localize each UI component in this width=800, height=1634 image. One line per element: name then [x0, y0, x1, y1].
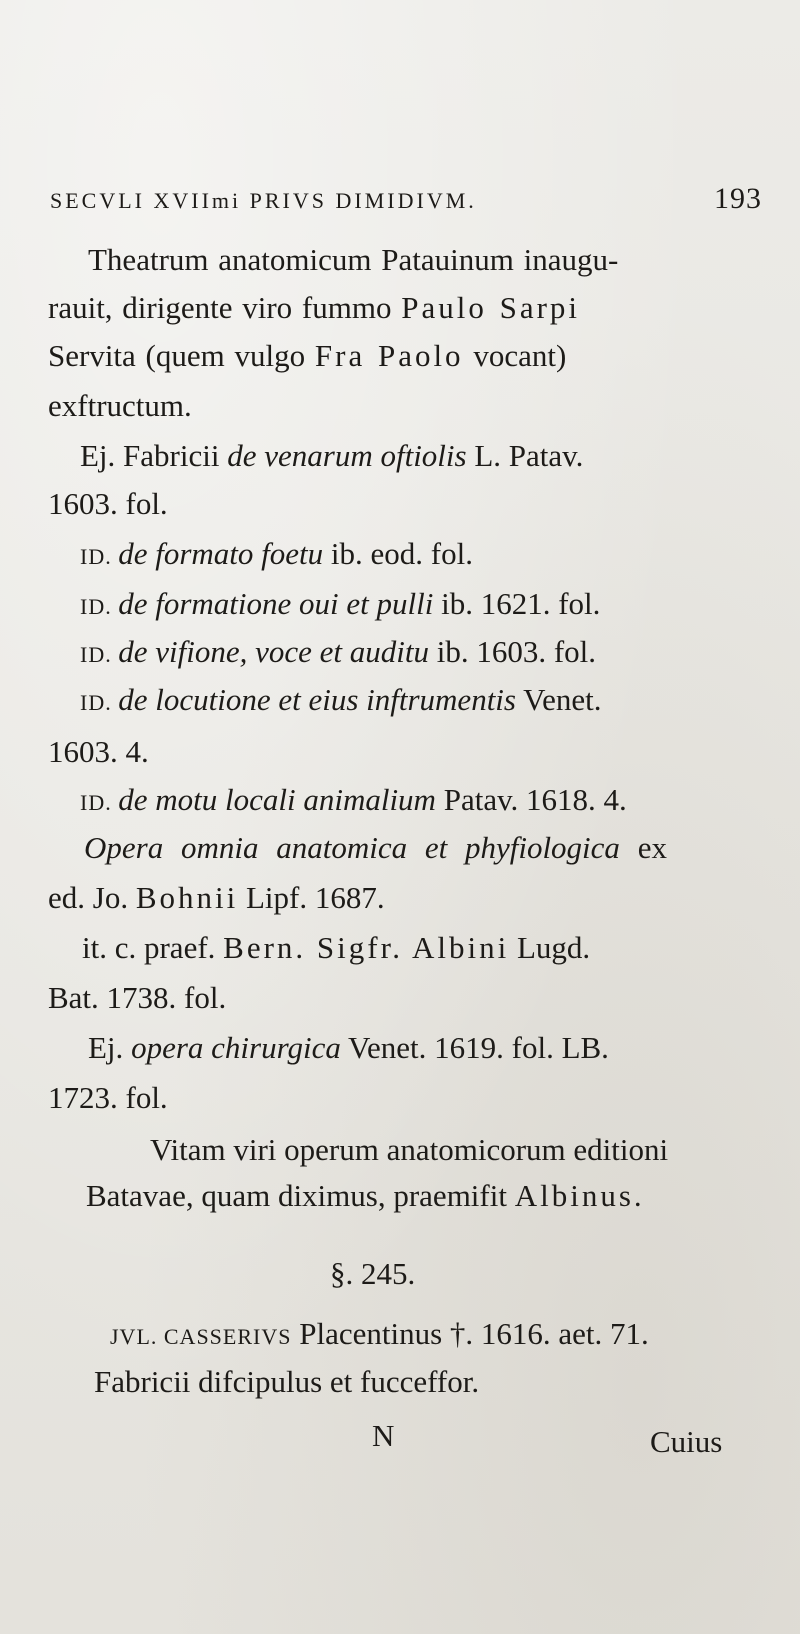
- small-caps-text: ID.: [80, 594, 119, 619]
- text-line: [82, 932, 590, 963]
- text-segment: Servita (quem vulgo: [48, 338, 315, 373]
- small-caps-text: ID.: [80, 790, 119, 815]
- italic-title: opera chirurgica: [131, 1030, 341, 1065]
- italic-title: de motu locali animalium: [118, 782, 436, 817]
- italic-title: de formatione oui et pulli: [118, 586, 434, 621]
- signature-mark: N: [372, 1418, 395, 1453]
- text-segment: Bat. 1738. fol.: [48, 980, 227, 1015]
- text-segment: vocant): [463, 338, 567, 373]
- text-line: [48, 982, 226, 1013]
- text-segment: Lipf. 1687.: [238, 880, 385, 915]
- spaced-name: Bern. Sigfr. Albini: [223, 930, 510, 965]
- text-segment: Theatrum anatomicum Patauinum inaugu-: [88, 242, 619, 277]
- text-segment: L. Patav.: [466, 438, 584, 473]
- text-segment: Batavae, quam diximus, praemifit: [86, 1178, 515, 1213]
- text-segment: 1603. 4.: [48, 734, 149, 769]
- text-line: [80, 588, 600, 619]
- spaced-name: Albinus.: [514, 1178, 645, 1213]
- spaced-name: Bohnii: [135, 880, 239, 915]
- text-line: [48, 340, 566, 371]
- text-line: [80, 636, 596, 667]
- text-segment: Lugd.: [509, 930, 591, 965]
- running-head: [50, 184, 762, 214]
- small-caps-text: ID.: [80, 642, 119, 667]
- small-caps-text: ID.: [80, 690, 119, 715]
- text-line: [94, 1366, 479, 1397]
- text-line: [80, 538, 473, 569]
- text-segment: Ej. Fabricii: [80, 438, 228, 473]
- text-segment: Venet.: [515, 682, 602, 717]
- text-segment: Ej.: [88, 1030, 132, 1065]
- text-segment: rauit, dirigente viro fummo: [48, 290, 402, 325]
- text-line: [48, 292, 580, 323]
- text-line: [80, 684, 602, 715]
- small-caps-text: JVL. CASSERIVS: [110, 1324, 292, 1349]
- catchword: Cuius: [650, 1424, 723, 1459]
- text-segment: Vitam viri operum anatomicorum editioni: [150, 1132, 669, 1167]
- text-line: [84, 832, 667, 863]
- text-line: [48, 736, 149, 767]
- text-line: [110, 1318, 649, 1349]
- spaced-name: Paulo Sarpi: [401, 290, 581, 325]
- italic-title: de venarum oftiolis: [227, 438, 467, 473]
- section-heading: [330, 1258, 415, 1289]
- text-line: [48, 1082, 168, 1113]
- text-line: [48, 488, 168, 519]
- text-segment: Patav. 1618. 4.: [435, 782, 627, 817]
- italic-title: Opera omnia anatomica et phyfiologica: [84, 830, 620, 865]
- text-segment: Fabricii difcipulus et fucceffor.: [94, 1364, 480, 1399]
- small-caps-text: ID.: [80, 544, 119, 569]
- text-segment: ib. 1621. fol.: [433, 586, 601, 621]
- text-segment: exftructum.: [48, 388, 192, 423]
- text-line: [88, 1032, 609, 1063]
- text-line: [80, 784, 627, 815]
- italic-title: de formato foetu: [118, 536, 324, 571]
- text-segment: ed. Jo.: [48, 880, 136, 915]
- page-number: 193: [714, 182, 762, 215]
- text-segment: it. c. praef.: [82, 930, 224, 965]
- italic-title: de locutione et eius inftrumentis: [118, 682, 516, 717]
- text-line: [48, 390, 192, 421]
- text-line: [80, 440, 583, 471]
- text-segment: Placentinus †. 1616. aet. 71.: [291, 1316, 649, 1351]
- text-segment: ex: [619, 830, 667, 865]
- text-segment: 1603. fol.: [48, 486, 168, 521]
- italic-title: de vifione, voce et auditu: [118, 634, 429, 669]
- text-segment: §. 245.: [330, 1256, 416, 1291]
- text-segment: Venet. 1619. fol. LB.: [340, 1030, 609, 1065]
- text-line: [48, 882, 385, 913]
- text-segment: 1723. fol.: [48, 1080, 168, 1115]
- text-line: [88, 244, 618, 275]
- text-line: [150, 1134, 668, 1165]
- text-line: [86, 1180, 645, 1211]
- text-segment: ib. eod. fol.: [323, 536, 473, 571]
- spaced-name: Fra Paolo: [314, 338, 464, 373]
- text-segment: ib. 1603. fol.: [428, 634, 597, 669]
- running-head-title: SECVLI XVIImi PRIVS DIMIDIVM.: [50, 188, 477, 213]
